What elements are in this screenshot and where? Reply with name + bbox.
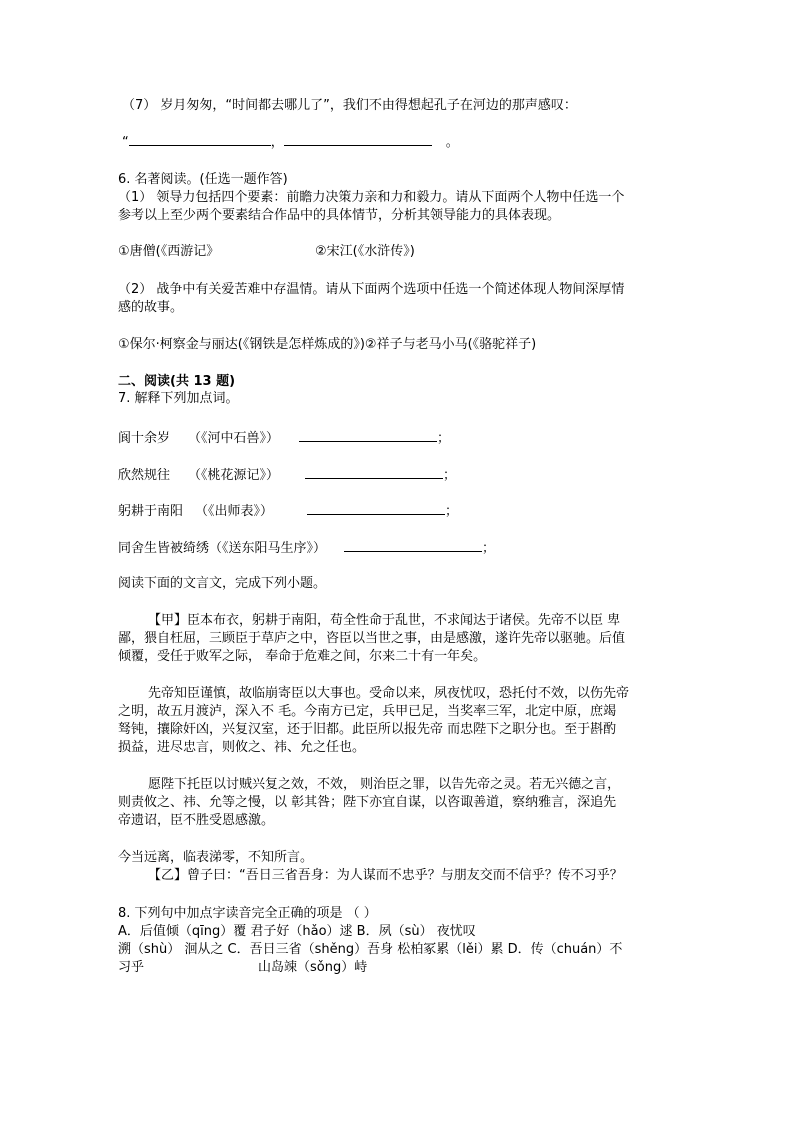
passage-line: 倾覆，受任于败军之际， 奉命于危难之间，尔来二十有一年矣。 [118,649,487,664]
period: 。 [445,135,459,150]
q8-stem: 8. 下列句中加点字读音完全正确的项是 （ ） [118,906,377,921]
q7-word: 阆十余岁 [118,431,171,446]
q7-word: 同舍生皆被绮绣 [118,541,210,556]
q6-p2-line2: 感的故事。 [118,300,184,315]
q8-options-line1: A．后值倾（qīng）覆 君子好（hǎo）逑 B．夙（sù） 夜忧叹 [118,924,476,939]
q7-word: 欣然规往 [118,468,171,483]
q5-7-prompt: （7） 岁月匆匆，“时间都去哪儿了”，我们不由得想起孔子在河边的那声感叹： [122,98,577,113]
passage-line: 帝遗诏，臣不胜受恩感激。 [118,813,275,828]
q7-source: （《桃花源记》） [188,468,280,483]
q7-item [118,429,450,447]
q6-options-2: ①保尔·柯察金与丽达(《钢铁是怎样炼成的》)②祥子与老马小马(《骆驼祥子) [118,337,537,352]
q6-option-tangseng: ①唐僧(《西游记》 [118,244,220,259]
q7-source: （《送东阳马生序》） [209,541,327,556]
passage-line: 【甲】臣本布衣，躬耕于南阳，苟全性命于乱世，不求闻达于诸侯。先帝不以臣 卑 [148,613,621,628]
comma: ， [270,135,284,150]
q6-title: 6. 名著阅读。(任选一题作答) [118,172,288,187]
q7-semicolon: ； [443,468,457,483]
passage-line: 则责攸之、祎、允等之慢，以 彰其咎；陛下亦宜自谋，以咨诹善道，察纳雅言，深追先 [118,795,617,810]
answer-blank-1[interactable] [129,133,271,146]
q7-semicolon: ； [482,541,496,556]
q7-item [118,539,495,557]
q7-answer-blank[interactable] [305,466,443,479]
q7-source: （《河中石兽》） [188,431,280,446]
q6-p1-line1: （1） 领导力包括四个要素：前瞻力决策力亲和力和毅力。请从下面两个人物中任选一个 [118,190,625,205]
q7-answer-blank[interactable] [299,429,437,442]
open-quote: “ [122,135,129,150]
q7-item [118,502,458,520]
answer-blank-2[interactable] [284,133,432,146]
passage-line: 愿陛下托臣以讨贼兴复之效，不效， 则治臣之罪，以告先帝之灵。若无兴德之言， [148,777,621,792]
section2-heading: 二、阅读(共 13 题) [118,374,236,389]
passage-line: 损益，进尽忠言，则攸之、祎、允之任也。 [118,740,366,755]
q8-options-line2: 溯（shù） 洄从之 C．吾日三省（shěng）吾身 松柏冢累（lěi）累 D．传（chuán）不 [118,942,623,957]
q5-7-answer-line [122,133,459,151]
reading-intro: 阅读下面的文言文，完成下列小题。 [118,576,327,591]
q7-source: （《出师表》） [195,504,274,519]
q8-options-line3: 习乎 [118,960,145,975]
q7-answer-blank[interactable] [307,502,445,515]
passage-line: 之明，故五月渡泸，深入不 毛。今南方已定，兵甲已足，当奖率三军，北定中原，庶竭 [118,704,617,719]
q7-answer-blank[interactable] [344,539,482,552]
q6-option-songjiang: ②宋江(《水浒传》) [315,244,415,259]
passage-yi-line: 【乙】曾子曰：“吾日三省吾身：为人谋而不忠乎？与朋友交而不信乎？传不习乎？ [148,868,623,883]
q7-semicolon: ； [445,504,459,519]
q7-semicolon: ； [437,431,451,446]
passage-line: 先帝知臣谨慎，故临崩寄臣以大事也。受命以来，夙夜忧叹，恐托付不效，以伤先帝 [148,686,630,701]
q6-p2-line1: （2） 战争中有关爱苦难中存温情。请从下面两个选项中任选一个简述体现人物间深厚情 [118,282,625,297]
passage-line: 今当远离，临表涕零，不知所言。 [118,850,314,865]
q6-p1-line2: 参考以上至少两个要素结合作品中的具体情节，分析其领导能力的具体表现。 [118,208,561,223]
passage-line: 驽钝，攘除奸凶，兴复汉室，还于旧都。此臣所以报先帝 而忠陛下之职分也。至于斟酌 [118,722,617,737]
q7-word: 躬耕于南阳 [118,504,184,519]
q7-item [118,466,456,484]
q8-options-line3b: 山岛竦（sǒng）峙 [258,960,368,975]
q7-title: 7. 解释下列加点词。 [118,391,239,406]
passage-line: 鄙，猥自枉屈，三顾臣于草庐之中，咨臣以当世之事，由是感激，遂许先帝以驱驰。后值 [118,631,626,646]
